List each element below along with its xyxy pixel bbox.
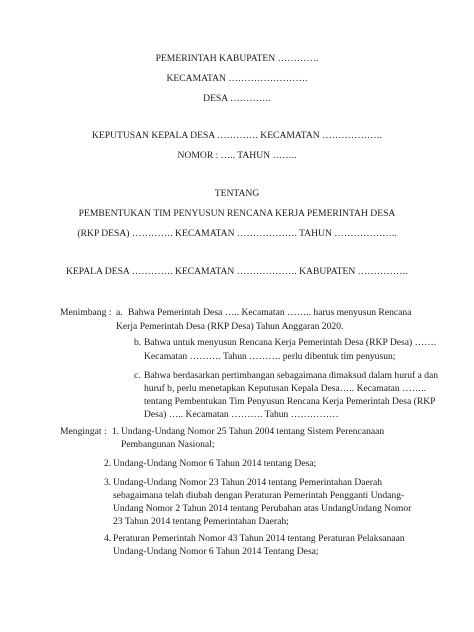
mengingat-2-number: 2. — [104, 458, 112, 469]
signatory-line: KEPALA DESA …………. KECAMATAN ………………. KABUPATEN ……………. — [65, 266, 409, 277]
mengingat-4-line2: Undang-Undang Nomor 6 Tahun 2014 Tentang Desa; — [113, 546, 319, 557]
menimbang-a-line2: Kerja Pemerintah Desa (RKP Desa) Tahun Anggaran 2020. — [116, 321, 344, 332]
menimbang-c-line4: Desa) ….. Kecamatan ………. Tahun …………… — [144, 409, 339, 420]
mengingat-3-line2: sebagaimana telah diubah dengan Peraturan Pemerintah Pengganti Undang- — [113, 490, 405, 501]
decree-title: KEPUTUSAN KEPALA DESA …………. KECAMATAN ………………. — [91, 130, 383, 141]
header-village: DESA …………. — [203, 93, 271, 104]
menimbang-c-letter: c. — [134, 370, 141, 381]
mengingat-1-number: 1. — [112, 426, 120, 437]
mengingat-3-line4: 23 Tahun 2014 tentang Pemerintahan Daerah; — [113, 516, 289, 527]
menimbang-c-line2: huruf b, perlu menetapkan Keputusan Kepala Desa….. Kecamatan …….. — [144, 383, 427, 394]
menimbang-b-line2: Kecamatan ………. Tahun ………. perlu dibentuk tim penyusun; — [144, 351, 396, 362]
subject-line-2: (RKP DESA) …………. KECAMATAN ………………. TAHUN ……………….. — [77, 228, 397, 239]
menimbang-b-line1: Bahwa untuk menyusun Rencana Kerja Pemerintah Desa (RKP Desa) ……. — [144, 337, 437, 348]
header-regency: PEMERINTAH KABUPATEN …………. — [155, 53, 319, 64]
mengingat-4-number: 4. — [104, 533, 112, 544]
header-district: KECAMATAN ……………………. — [166, 73, 308, 84]
menimbang-b-letter: b. — [134, 337, 142, 348]
decree-number: NOMOR : ….. TAHUN …….. — [177, 150, 297, 161]
mengingat-3-line3: Undang Nomor 2 Tahun 2014 tentang Perubahan atas UndangUndang Nomor — [113, 503, 412, 514]
menimbang-a-letter: a. — [116, 307, 123, 318]
mengingat-3-number: 3. — [104, 477, 112, 488]
subject-line-1: PEMBENTUKAN TIM PENYUSUN RENCANA KERJA PEMERINTAH DESA — [78, 208, 396, 219]
mengingat-3-line1: Undang-Undang Nomor 23 Tahun 2014 tentang Pemerintahan Daerah — [113, 477, 383, 488]
mengingat-label: Mengingat : — [60, 426, 107, 437]
menimbang-label: Menimbang : — [60, 307, 112, 318]
mengingat-4-line1: Peraturan Pemerintah Nomor 43 Tahun 2014 tentang Peraturan Pelaksanaan — [113, 533, 405, 544]
menimbang-a-line1: Bahwa Pemerintah Desa ….. Kecamatan …….. harus menyusun Rencana — [128, 307, 412, 318]
menimbang-c-line1: Bahwa berdasarkan pertimbangan sebagaimana dimaksud dalam huruf a dan — [144, 370, 439, 381]
mengingat-2-line1: Undang-Undang Nomor 6 Tahun 2014 tentang Desa; — [113, 458, 317, 469]
mengingat-1-line1: Undang-Undang Nomor 25 Tahun 2004 tentang Sistem Perencanaan — [121, 426, 385, 437]
about-heading: TENTANG — [214, 188, 260, 199]
mengingat-1-line2: Pembangunan Nasional; — [121, 439, 215, 450]
menimbang-c-line3: tentang Pembentukan Tim Penyusun Rencana Kerja Pemerintah Desa (RKP — [144, 396, 436, 407]
